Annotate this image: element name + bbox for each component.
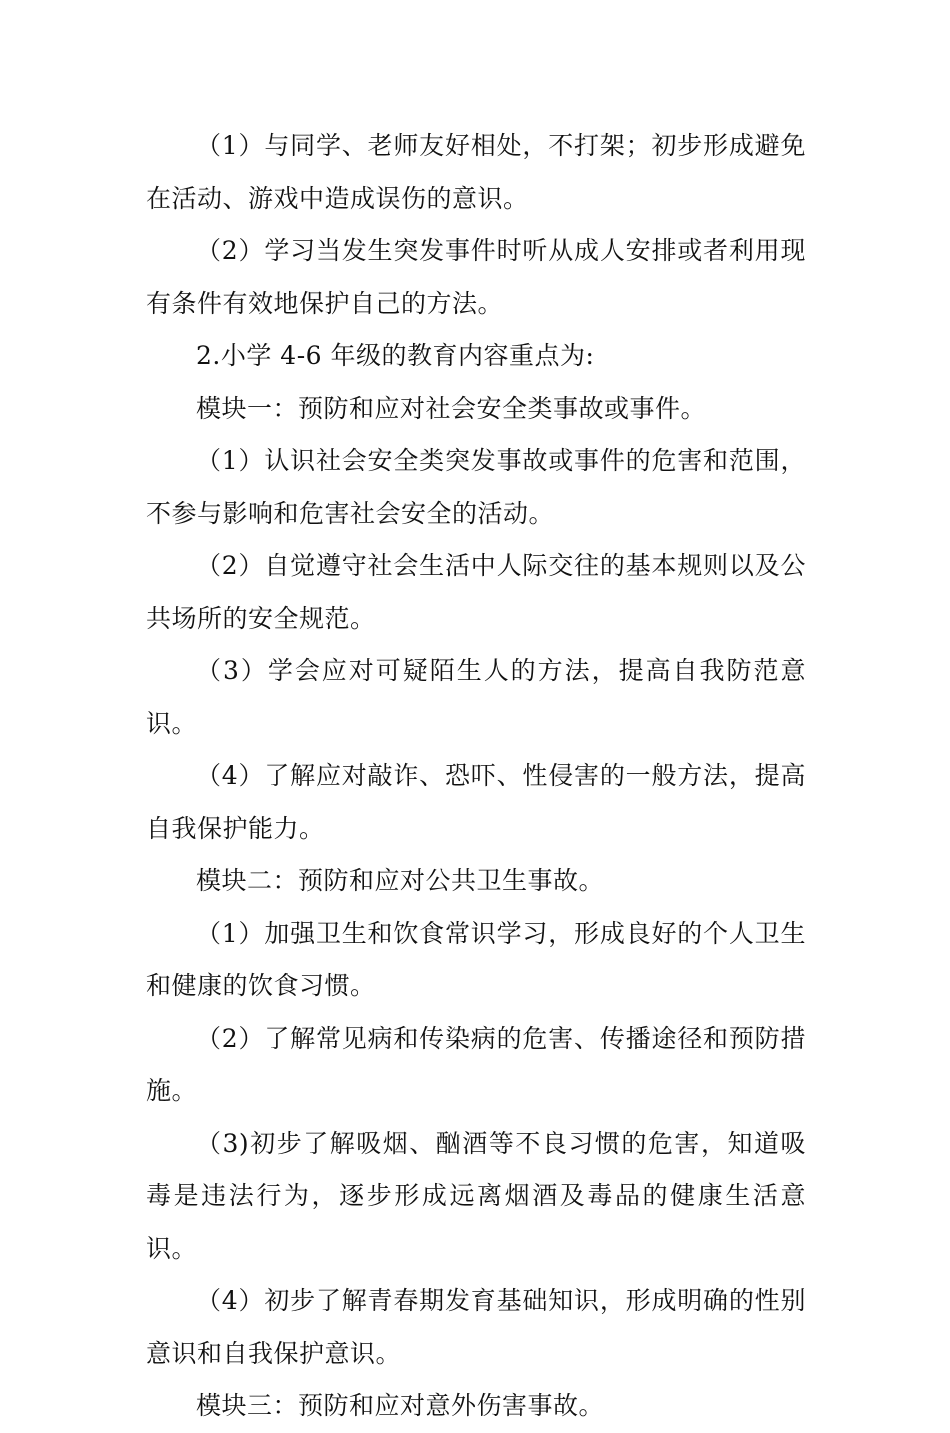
module-one-heading: 模块一：预防和应对社会安全类事故或事件。 — [196, 393, 707, 423]
module-two-item-1: （1）加强卫生和饮食常识学习，形成良好的个人卫生和健康的饮食习惯。 — [146, 918, 806, 1000]
module-two-heading: 模块二：预防和应对公共卫生事故。 — [196, 866, 605, 895]
document-body — [146, 120, 806, 1433]
module-one-item-1: （1）认识社会安全类突发事故或事件的危害和范围，不参与影响和危害社会安全的活动。 — [146, 446, 806, 528]
module-one-item-2: （2）自觉遵守社会生活中人际交往的基本规则以及公共场所的安全规范。 — [146, 551, 806, 633]
module-two-item-2: （2）了解常见病和传染病的危害、传播途径和预防措施。 — [146, 1023, 806, 1105]
module-two-item-3: （3)初步了解吸烟、酗酒等不良习惯的危害，知道吸毒是违法行为，逐步形成远离烟酒及毒品的健康生活意识。 — [146, 1128, 806, 1263]
section-heading-grade-4-6: 2.小学 4-6 年级的教育内容重点为: — [196, 341, 595, 370]
module-one-item-3: （3）学会应对可疑陌生人的方法，提高自我防范意识。 — [146, 656, 806, 738]
paragraph-2: （2）学习当发生突发事件时听从成人安排或者利用现有条件有效地保护自己的方法。 — [146, 236, 806, 318]
paragraph-1: （1）与同学、老师友好相处，不打架；初步形成避免在活动、游戏中造成误伤的意识。 — [146, 131, 806, 213]
module-two-item-4: （4）初步了解青春期发育基础知识，形成明确的性别意识和自我保护意识。 — [146, 1286, 806, 1368]
module-one-item-4: （4）了解应对敲诈、恐吓、性侵害的一般方法，提高自我保护能力。 — [146, 761, 806, 843]
module-three-heading: 模块三：预防和应对意外伤害事故。 — [196, 1391, 605, 1420]
